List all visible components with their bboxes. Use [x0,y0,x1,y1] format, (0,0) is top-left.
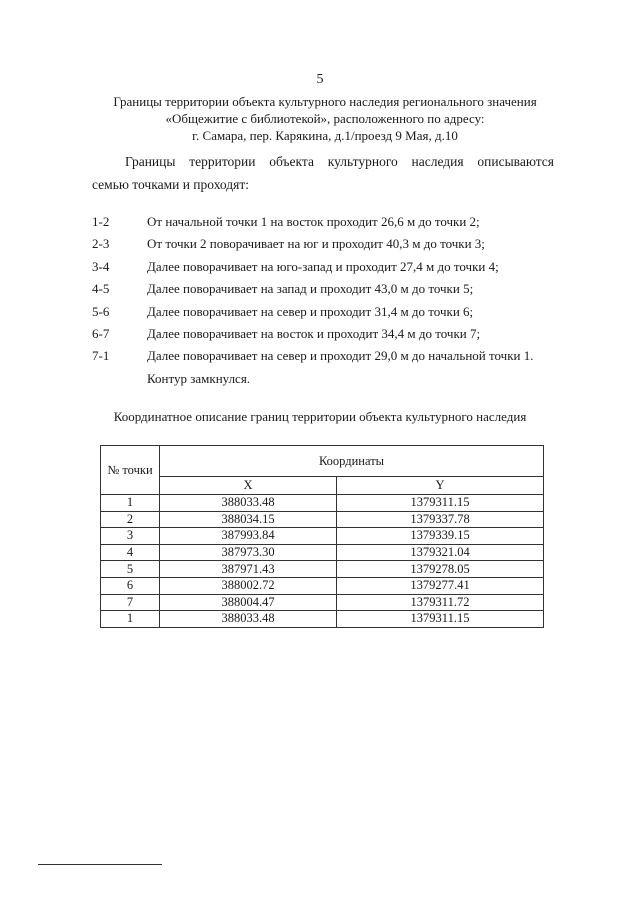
contour-closed-note: Контур замкнулся. [147,371,251,386]
y-cell: 1379277.41 [337,577,544,594]
footnote-separator [38,864,162,865]
intro-line-2: семью точками и проходят: [92,177,250,192]
table-caption: Координатное описание границ территории объекта культурного наследия [113,409,527,424]
segment-code: 7-1 [92,348,110,364]
x-cell: 387973.30 [160,544,337,561]
table-row [101,495,544,512]
coordinates-table [100,445,544,628]
segment-code: 2-3 [92,236,110,252]
segment-description: Далее поворачивает на восток и проходит 34,4 м до точки 7; [147,325,481,341]
y-header: Y [337,477,544,495]
table-row [101,594,544,611]
point-cell: 7 [101,594,160,611]
title-line: г. Самара, пер. Карякина, д.1/проезд 9 Мая, д.10 [192,128,458,143]
point-cell: 2 [101,511,160,528]
y-cell: 1379278.05 [337,561,544,578]
segment-code: 4-5 [92,281,110,297]
table-row [101,511,544,528]
y-cell: 1379311.15 [337,495,544,512]
x-cell: 388034.15 [160,511,337,528]
x-cell: 387971.43 [160,561,337,578]
intro-line-1: Границы территории объекта культурного наследия описываются [125,154,554,169]
x-cell: 388033.48 [160,611,337,628]
title-line: Границы территории объекта культурного наследия регионального значения [113,94,537,109]
segment-code: 1-2 [92,214,110,229]
table-row [101,528,544,545]
segment-row [92,301,572,323]
segment-row [92,278,572,300]
segment-description: Далее поворачивает на запад и проходит 43,0 м до точки 5; [147,281,474,297]
y-cell: 1379339.15 [337,528,544,545]
x-cell: 388002.72 [160,577,337,594]
x-cell: 388033.48 [160,495,337,512]
point-cell: 5 [101,561,160,578]
point-cell: 4 [101,544,160,561]
segment-description: Далее поворачивает на юго-запад и проходит 27,4 м до точки 4; [147,258,499,274]
boundary-segments-list [92,211,572,368]
segment-code: 5-6 [92,303,110,319]
table-row [101,561,544,578]
point-cell: 1 [101,495,160,512]
y-cell: 1379311.15 [337,611,544,628]
table-row [101,611,544,628]
segment-row [92,211,572,233]
segment-row [92,345,572,367]
document-title [60,93,590,144]
page-number: 5 [316,72,324,87]
x-cell: 388004.47 [160,594,337,611]
segment-row [92,256,572,278]
segment-description: Далее поворачивает на север и проходит 29,0 м до начальной точки 1. [147,348,534,364]
segment-code: 3-4 [92,258,110,274]
segment-row [92,323,572,345]
segment-description: От точки 2 поворачивает на юг и проходит 40,3 м до точки 3; [147,236,485,252]
y-cell: 1379337.78 [337,511,544,528]
y-cell: 1379311.72 [337,594,544,611]
x-header: X [160,477,337,495]
x-cell: 387993.84 [160,528,337,545]
table-row [101,544,544,561]
point-number-header: № точки [101,446,160,495]
segment-description: От начальной точки 1 на восток проходит 26,6 м до точки 2; [147,214,480,229]
point-cell: 1 [101,611,160,628]
point-cell: 3 [101,528,160,545]
point-cell: 6 [101,577,160,594]
segment-row [92,233,572,255]
coordinates-header: Координаты [160,446,544,477]
y-cell: 1379321.04 [337,544,544,561]
title-line: «Общежитие с библиотекой», расположенного по адресу: [165,111,485,126]
segment-description: Далее поворачивает на север и проходит 31,4 м до точки 6; [147,303,474,319]
table-row [101,577,544,594]
segment-code: 6-7 [92,325,110,341]
intro-paragraph [92,150,554,196]
